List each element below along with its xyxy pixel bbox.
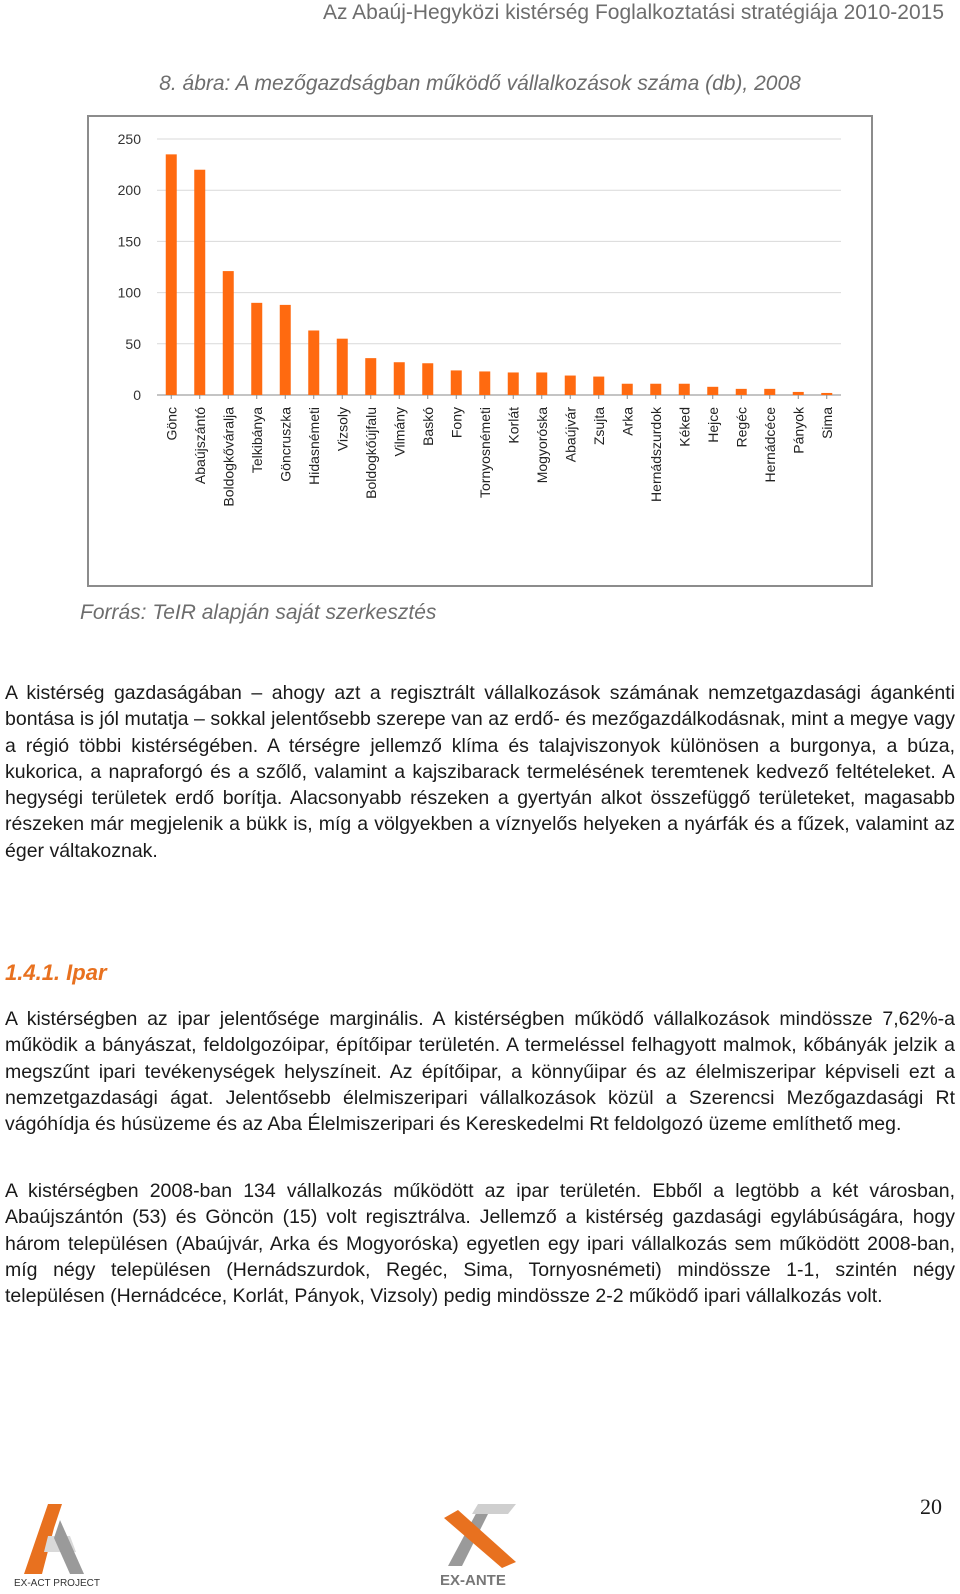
x-tick-label: Regéc [733,407,750,448]
chart-svg [89,117,871,585]
exante-logo-icon [438,1500,522,1572]
document-header: Az Abaúj-Hegyközi kistérség Foglalkoztatási stratégiája 2010-2015 [322,1,944,24]
bar [707,387,718,395]
x-tick-label: Sima [818,407,835,439]
x-tick-label: Fony [448,407,465,439]
y-tick-label: 0 [133,387,141,403]
x-tick-label: Hernádszurdok [647,407,664,502]
bar [650,384,661,395]
bar [194,170,205,395]
x-tick-label: Abaújszántó [191,407,208,485]
x-tick-label: Abaújvár [562,407,579,463]
bar [821,393,832,395]
bar [337,339,348,395]
bar [394,362,405,395]
x-tick-label: Hidasnémeti [305,407,322,485]
bar [565,376,576,395]
bar [764,389,775,395]
x-tick-label: Pányok [790,407,807,454]
x-tick-label: Hernádcéce [761,407,778,483]
exact-logo-text: EX-ACT PROJECT [14,1578,100,1589]
paragraph-industry-stats: A kistérségben 2008-ban 134 vállalkozás működött az ipar területén. Ebből a legtöbb a két városban, Abaújszántón (53) és Göncön (15) volt regisztrálva. Jellemző a kistérség gazdasági egylábúságára, hogy három településen (Abaújvár, Arka és Mogyoróska) egyetlen egy ipari vállalkozás sem működött 2008-ban, míg négy településen (Hernádszurdok, Regéc, Sima, Tornyosnémeti) mindössze 1-1, szintén négy településen (Hernádcéce, Korlát, Pányok, Vizsoly) pedig mindössze 2-2 működő ipari vállalkozás volt. [5,1180,955,1308]
bar-chart [87,115,873,587]
bar [422,363,433,395]
x-tick-label: Tornyosnémeti [476,407,493,499]
y-tick-label: 250 [117,131,141,147]
paragraph-industry: A kistérségben az ipar jelentősége marginális. A kistérségben működő vállalkozások mindössze 7,62%-a működik a bányászat, feldolgozóipar, építőipar területén. A termeléssel felhagyott malmok, kőbányák jelzik a megszűnt ipari tevékenységek helyszíneit. Az építőipar, a könnyűipar és az élelmiszeripar képviseli ezt a nemzetgazdasági ágat. Jelentősebb élelmiszeripari vállalkozások közül a Szerencsi Mezőgazdasági Rt vágóhídja és húsüzeme és az Aba Élelmiszeripari és Kereskedelmi Rt feldolgozó üzeme említhető meg. [5,1008,955,1136]
bar [280,305,291,395]
bar [308,330,319,395]
x-tick-label: Boldogkőváralja [220,407,237,507]
bar [479,371,490,395]
x-tick-label: Göncruszka [277,407,294,482]
x-tick-label: Boldogkőújfalu [362,407,379,499]
x-tick-label: Gönc [163,407,180,441]
page-number: 20 [920,1494,942,1519]
bar [451,370,462,395]
x-tick-label: Kéked [676,407,693,447]
bar [536,372,547,395]
bar [679,384,690,395]
y-tick-label: 200 [117,182,141,199]
paragraph-agriculture: A kistérség gazdaságában – ahogy azt a regisztrált vállalkozások számának nemzetgazdasági ágankénti bontása is jól mutatja – sokkal jelentősebb szerepe van az erdő- és mezőgazdálkodásnak, mint a megye vagy a régió többi kistérségében. A térségre jellemző klíma és talajviszonyok különösen a burgonya, a búza, kukorica, a napraforgó és a szőlő, valamint a kajszibarack termelésének teremtenek kedvező feltételeket. A hegységi területek erdő borítja. Alacsonyabb részeken a gyertyán alkot összefüggő területeket, magasabb részeken már megjelenik a bükk is, míg a völgyekben a víznyelős helyeken a nyárfák és a fűzek, valamint az éger váltakoznak. [5,682,955,862]
x-tick-label: Vizsoly [334,407,351,452]
figure-caption: 8. ábra: A mezőgazdságban működő vállalkozások száma (db), 2008 [159,72,801,95]
exante-logo [438,1500,522,1590]
bar [736,389,747,395]
bar [365,358,376,395]
bar [251,303,262,395]
y-tick-label: 50 [125,335,141,352]
figure-source: Forrás: TeIR alapján saját szerkesztés [80,601,437,624]
bar [508,372,519,395]
bar [223,271,234,395]
x-tick-label: Mogyoróska [533,407,550,484]
x-tick-label: Korlát [505,407,522,444]
exante-logo-text: EX-ANTE [440,1572,506,1589]
y-tick-label: 100 [117,284,141,301]
y-tick-label: 150 [117,233,141,250]
bar [793,392,804,395]
x-tick-label: Baskó [419,407,436,446]
x-tick-label: Vilmány [391,407,408,457]
bar [593,377,604,395]
bar [166,154,177,395]
x-tick-label: Arka [619,407,636,436]
exact-logo-icon [14,1498,94,1578]
bar [622,384,633,395]
section-heading-ipar: 1.4.1. Ipar [5,960,107,985]
exact-project-logo [14,1498,100,1590]
x-tick-label: Telkibánya [248,407,265,474]
x-tick-label: Zsujta [590,407,607,446]
x-tick-label: Hejce [704,407,721,443]
